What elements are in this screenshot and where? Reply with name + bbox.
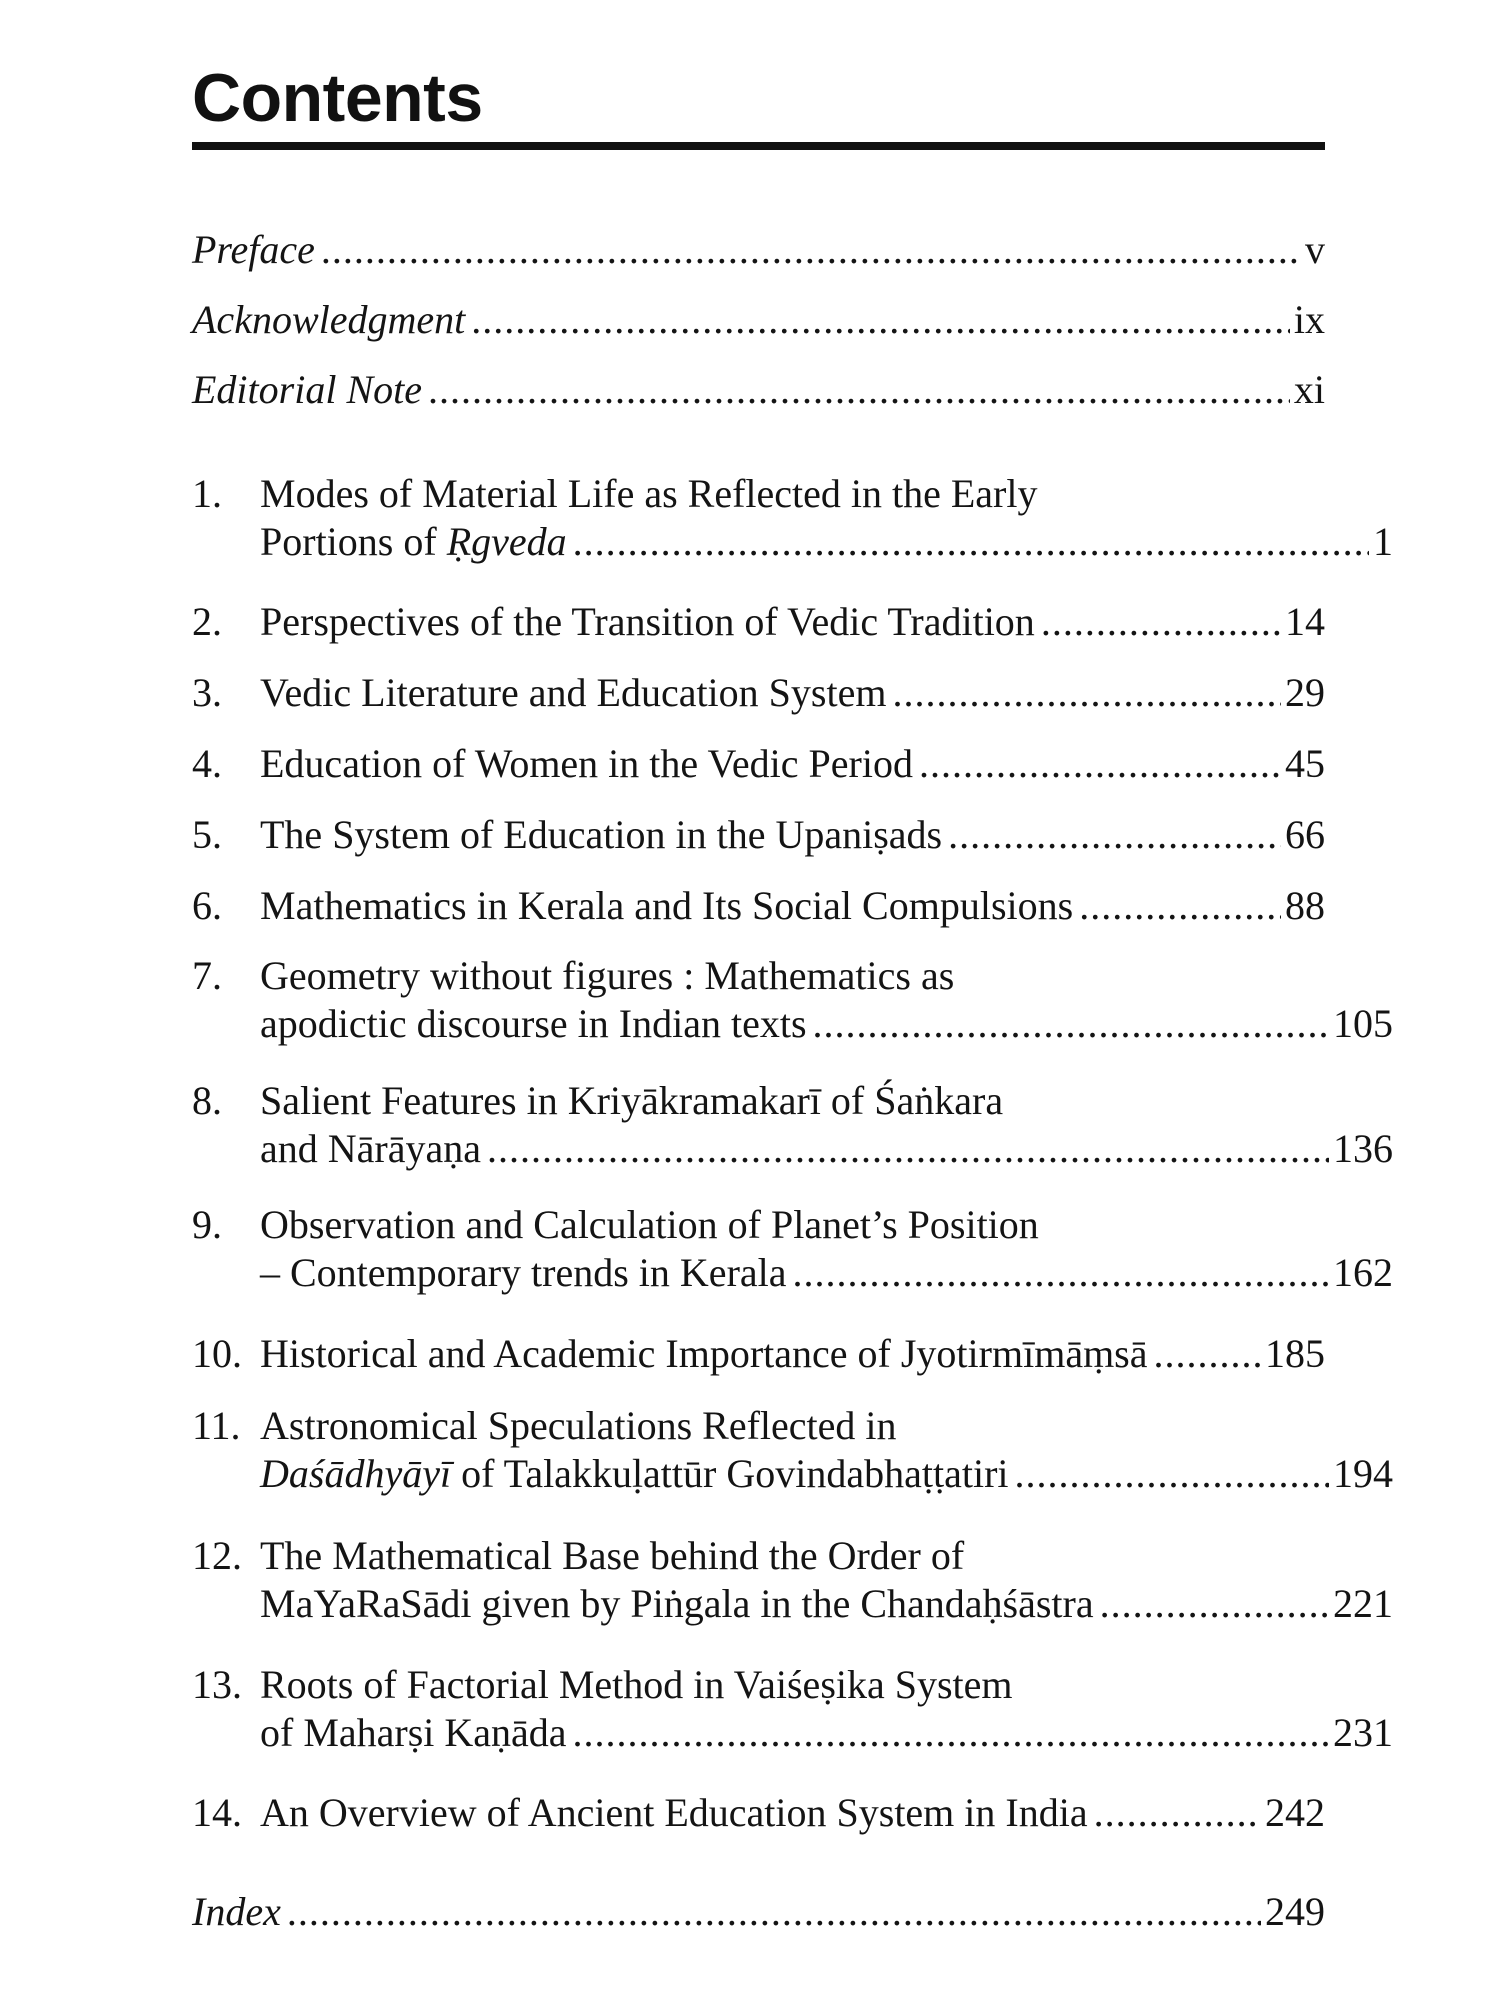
title-rule bbox=[192, 142, 1325, 150]
chapter-number: 14. bbox=[192, 1790, 242, 1835]
dot-leader bbox=[573, 1709, 1329, 1757]
chapter-page: 1 bbox=[1373, 519, 1393, 564]
chapter-title: Historical and Academic Importance of Jyotirmīmāṃsā bbox=[260, 1331, 1148, 1376]
toc-entry-chapter-5[interactable] bbox=[192, 811, 1325, 859]
entry-label: Editorial Note bbox=[192, 367, 422, 412]
chapter-title: Mathematics in Kerala and Its Social Compulsions bbox=[260, 883, 1074, 928]
chapter-page: 194 bbox=[1333, 1451, 1393, 1496]
chapter-title: Astronomical Speculations Reflected in bbox=[260, 1403, 897, 1448]
chapter-page: 242 bbox=[1265, 1790, 1325, 1835]
chapter-title: Geometry without figures : Mathematics as bbox=[260, 953, 955, 998]
dot-leader bbox=[573, 518, 1369, 566]
chapter-number: 10. bbox=[192, 1331, 242, 1376]
toc-entry-chapter-3[interactable] bbox=[192, 669, 1325, 717]
dot-leader bbox=[287, 1888, 1261, 1936]
dot-leader bbox=[321, 226, 1301, 274]
toc-entry-chapter-4[interactable] bbox=[192, 740, 1325, 788]
toc-entry-preface[interactable] bbox=[192, 226, 1325, 274]
chapter-number: 12. bbox=[192, 1533, 242, 1578]
dot-leader bbox=[919, 740, 1281, 788]
dot-leader bbox=[948, 811, 1281, 859]
chapter-page: 231 bbox=[1333, 1710, 1393, 1755]
entry-page: ix bbox=[1293, 297, 1325, 342]
toc-entry-chapter-9[interactable] bbox=[192, 1201, 1393, 1297]
toc-entry-chapter-1[interactable] bbox=[192, 470, 1393, 566]
chapter-number: 3. bbox=[192, 670, 222, 715]
chapter-page: 66 bbox=[1285, 812, 1325, 857]
dot-leader bbox=[471, 296, 1290, 344]
toc-entry-chapter-14[interactable] bbox=[192, 1789, 1325, 1837]
chapter-number: 1. bbox=[192, 471, 222, 516]
dot-leader bbox=[428, 366, 1290, 414]
dot-leader bbox=[1100, 1580, 1329, 1628]
chapter-page: 29 bbox=[1285, 670, 1325, 715]
dot-leader bbox=[1041, 598, 1281, 646]
chapter-number: 9. bbox=[192, 1202, 222, 1247]
chapter-title: Education of Women in the Vedic Period bbox=[260, 741, 913, 786]
entry-page: xi bbox=[1293, 367, 1325, 412]
toc-entry-chapter-6[interactable] bbox=[192, 882, 1325, 930]
chapter-page: 88 bbox=[1285, 883, 1325, 928]
chapter-number: 13. bbox=[192, 1662, 242, 1707]
chapter-page: 14 bbox=[1285, 599, 1325, 644]
chapter-title: An Overview of Ancient Education System in India bbox=[260, 1790, 1088, 1835]
chapter-page: 185 bbox=[1265, 1331, 1325, 1376]
entry-label: Acknowledgment bbox=[192, 297, 466, 342]
chapter-number: 5. bbox=[192, 812, 222, 857]
dot-leader bbox=[1094, 1789, 1261, 1837]
dot-leader bbox=[1015, 1450, 1330, 1498]
toc-entry-index[interactable] bbox=[192, 1888, 1325, 1936]
dot-leader bbox=[793, 1249, 1329, 1297]
dot-leader bbox=[1154, 1330, 1262, 1378]
toc-entry-chapter-7[interactable] bbox=[192, 952, 1393, 1048]
chapter-page: 105 bbox=[1333, 1001, 1393, 1046]
chapter-title-cont: Portions of bbox=[260, 519, 447, 564]
toc-entry-editorial-note[interactable] bbox=[192, 366, 1325, 414]
entry-page: 249 bbox=[1265, 1889, 1325, 1934]
entry-label: Index bbox=[192, 1889, 281, 1934]
chapter-title-cont: apodictic discourse in Indian texts bbox=[260, 1001, 807, 1046]
chapter-number: 8. bbox=[192, 1078, 222, 1123]
chapter-title-cont: of Talakkuḷattūr Govindabhaṭṭatiri bbox=[451, 1451, 1009, 1496]
toc-entry-chapter-2[interactable] bbox=[192, 598, 1325, 646]
chapter-title-italic: Ṛgveda bbox=[446, 519, 567, 564]
chapter-number: 6. bbox=[192, 883, 222, 928]
page-title: Contents bbox=[192, 60, 483, 136]
dot-leader bbox=[813, 1000, 1329, 1048]
toc-entry-acknowledgment[interactable] bbox=[192, 296, 1325, 344]
chapter-number: 4. bbox=[192, 741, 222, 786]
chapter-page: 136 bbox=[1333, 1126, 1393, 1171]
toc-entry-chapter-11[interactable] bbox=[192, 1402, 1393, 1498]
chapter-title: Roots of Factorial Method in Vaiśeṣika System bbox=[260, 1662, 1013, 1707]
entry-label: Preface bbox=[192, 227, 315, 272]
chapter-title-cont: MaYaRaSādi given by Piṅgala in the Chandaḥśāstra bbox=[260, 1581, 1094, 1626]
chapter-title: Perspectives of the Transition of Vedic Tradition bbox=[260, 599, 1035, 644]
chapter-title: The Mathematical Base behind the Order of bbox=[260, 1533, 965, 1578]
toc-entry-chapter-12[interactable] bbox=[192, 1532, 1393, 1628]
chapter-title: Observation and Calculation of Planet’s Position bbox=[260, 1202, 1039, 1247]
toc-entry-chapter-13[interactable] bbox=[192, 1661, 1393, 1757]
chapter-number: 2. bbox=[192, 599, 222, 644]
entry-page: v bbox=[1305, 227, 1325, 272]
dot-leader bbox=[1079, 882, 1281, 930]
chapter-title: Salient Features in Kriyākramakarī of Śaṅkara bbox=[260, 1078, 1004, 1123]
chapter-number: 11. bbox=[192, 1403, 241, 1448]
chapter-title: Modes of Material Life as Reflected in the Early bbox=[260, 471, 1038, 516]
dot-leader bbox=[487, 1125, 1329, 1173]
chapter-title: The System of Education in the Upaniṣads bbox=[260, 812, 943, 857]
chapter-page: 45 bbox=[1285, 741, 1325, 786]
toc-entry-chapter-8[interactable] bbox=[192, 1077, 1393, 1173]
toc-entry-chapter-10[interactable] bbox=[192, 1330, 1325, 1378]
chapter-number: 7. bbox=[192, 953, 222, 998]
chapter-page: 162 bbox=[1333, 1250, 1393, 1295]
chapter-title-cont: – Contemporary trends in Kerala bbox=[260, 1250, 787, 1295]
chapter-title-cont: and Nārāyaṇa bbox=[260, 1126, 481, 1171]
chapter-title-cont: of Maharṣi Kaṇāda bbox=[260, 1710, 567, 1755]
chapter-title: Vedic Literature and Education System bbox=[260, 670, 887, 715]
dot-leader bbox=[892, 669, 1281, 717]
chapter-page: 221 bbox=[1333, 1581, 1393, 1626]
chapter-title-italic: Daśādhyāyī bbox=[260, 1451, 452, 1496]
